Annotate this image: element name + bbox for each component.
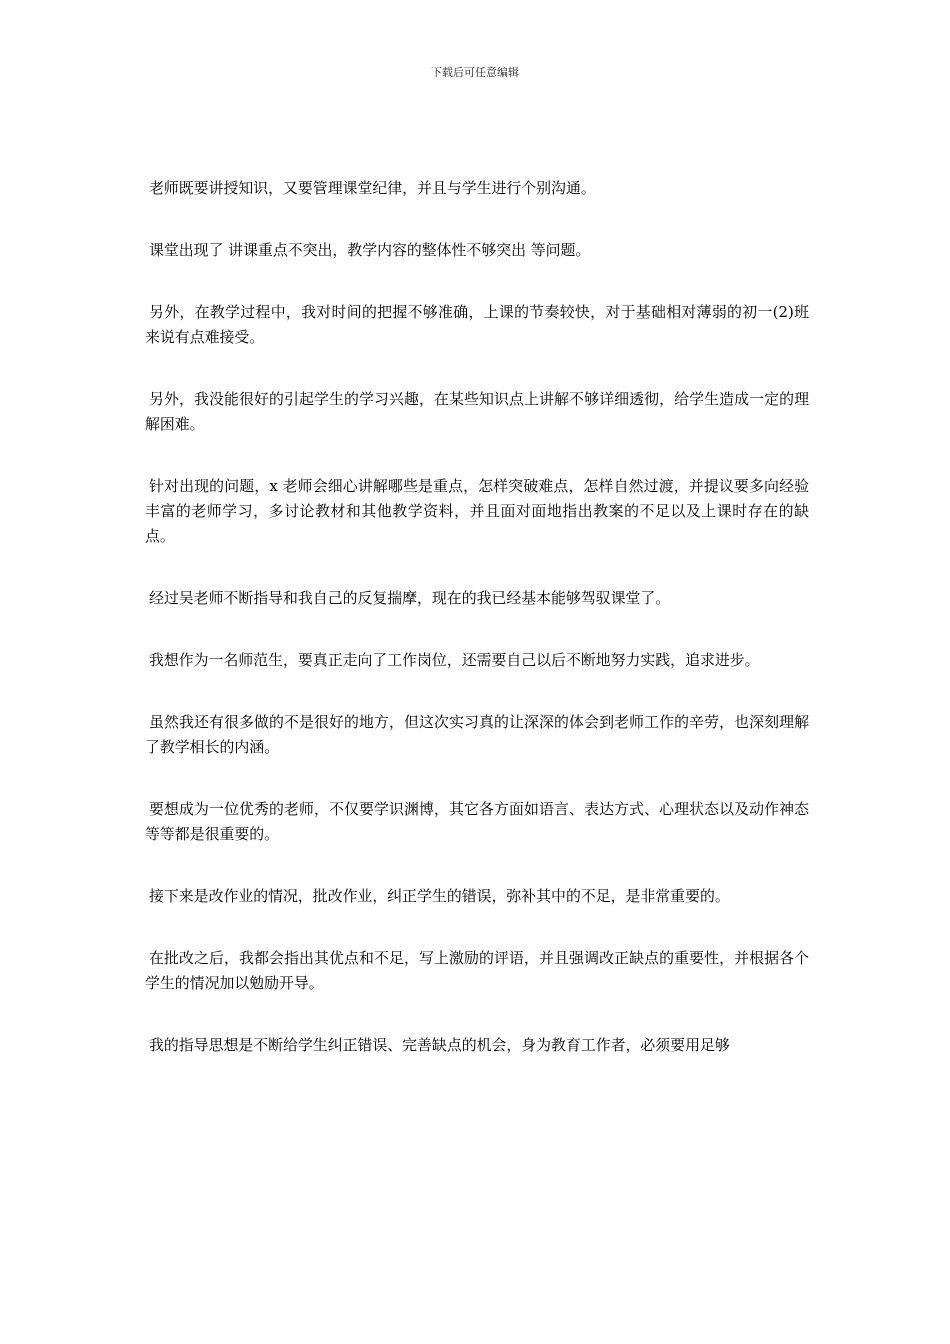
paragraph: 在批改之后，我都会指出其优点和不足，写上激励的评语，并且强调改正缺点的重要性，并根据各个学生的情况加以勉励开导。 <box>145 949 809 992</box>
paragraph: 另外，我没能很好的引起学生的学习兴趣，在某些知识点上讲解不够详细透彻，给学生造成一定的理解困难。 <box>145 390 809 433</box>
paragraph: 针对出现的问题，x 老师会细心讲解哪些是重点，怎样突破难点，怎样自然过渡，并提议要多向经验丰富的老师学习，多讨论教材和其他教学资料，并且面对面地指出教案的不足以及上课时存在的缺点。 <box>145 477 809 545</box>
paragraph: 课堂出现了 讲课重点不突出，教学内容的整体性不够突出 等问题。 <box>149 241 591 259</box>
paragraph: 另外，在教学过程中，我对时间的把握不够准确，上课的节奏较快，对于基础相对薄弱的初一(2)班来说有点难接受。 <box>145 303 809 346</box>
paragraph: 我的指导思想是不断给学生纠正错误、完善缺点的机会，身为教育工作者，必须要用足够 <box>149 1036 730 1054</box>
document-body <box>145 176 809 1095</box>
paragraph: 经过吴老师不断指导和我自己的反复揣摩，现在的我已经基本能够驾驭课堂了。 <box>149 589 671 607</box>
page-header: 下载后可任意编辑 <box>431 66 519 79</box>
paragraph: 虽然我还有很多做的不是很好的地方，但这次实习真的让深深的体会到老师工作的辛劳，也深刻理解了教学相长的内涵。 <box>145 713 809 756</box>
paragraph: 接下来是改作业的情况，批改作业，纠正学生的错误，弥补其中的不足，是非常重要的。 <box>149 887 730 905</box>
paragraph: 老师既要讲授知识，又要管理课堂纪律，并且与学生进行个别沟通。 <box>149 179 596 197</box>
paragraph: 要想成为一位优秀的老师，不仅要学识渊博，其它各方面如语言、表达方式、心理状态以及动作神态等等都是很重要的。 <box>145 800 809 843</box>
paragraph: 我想作为一名师范生，要真正走向了工作岗位，还需要自己以后不断地努力实践，追求进步。 <box>149 651 760 669</box>
